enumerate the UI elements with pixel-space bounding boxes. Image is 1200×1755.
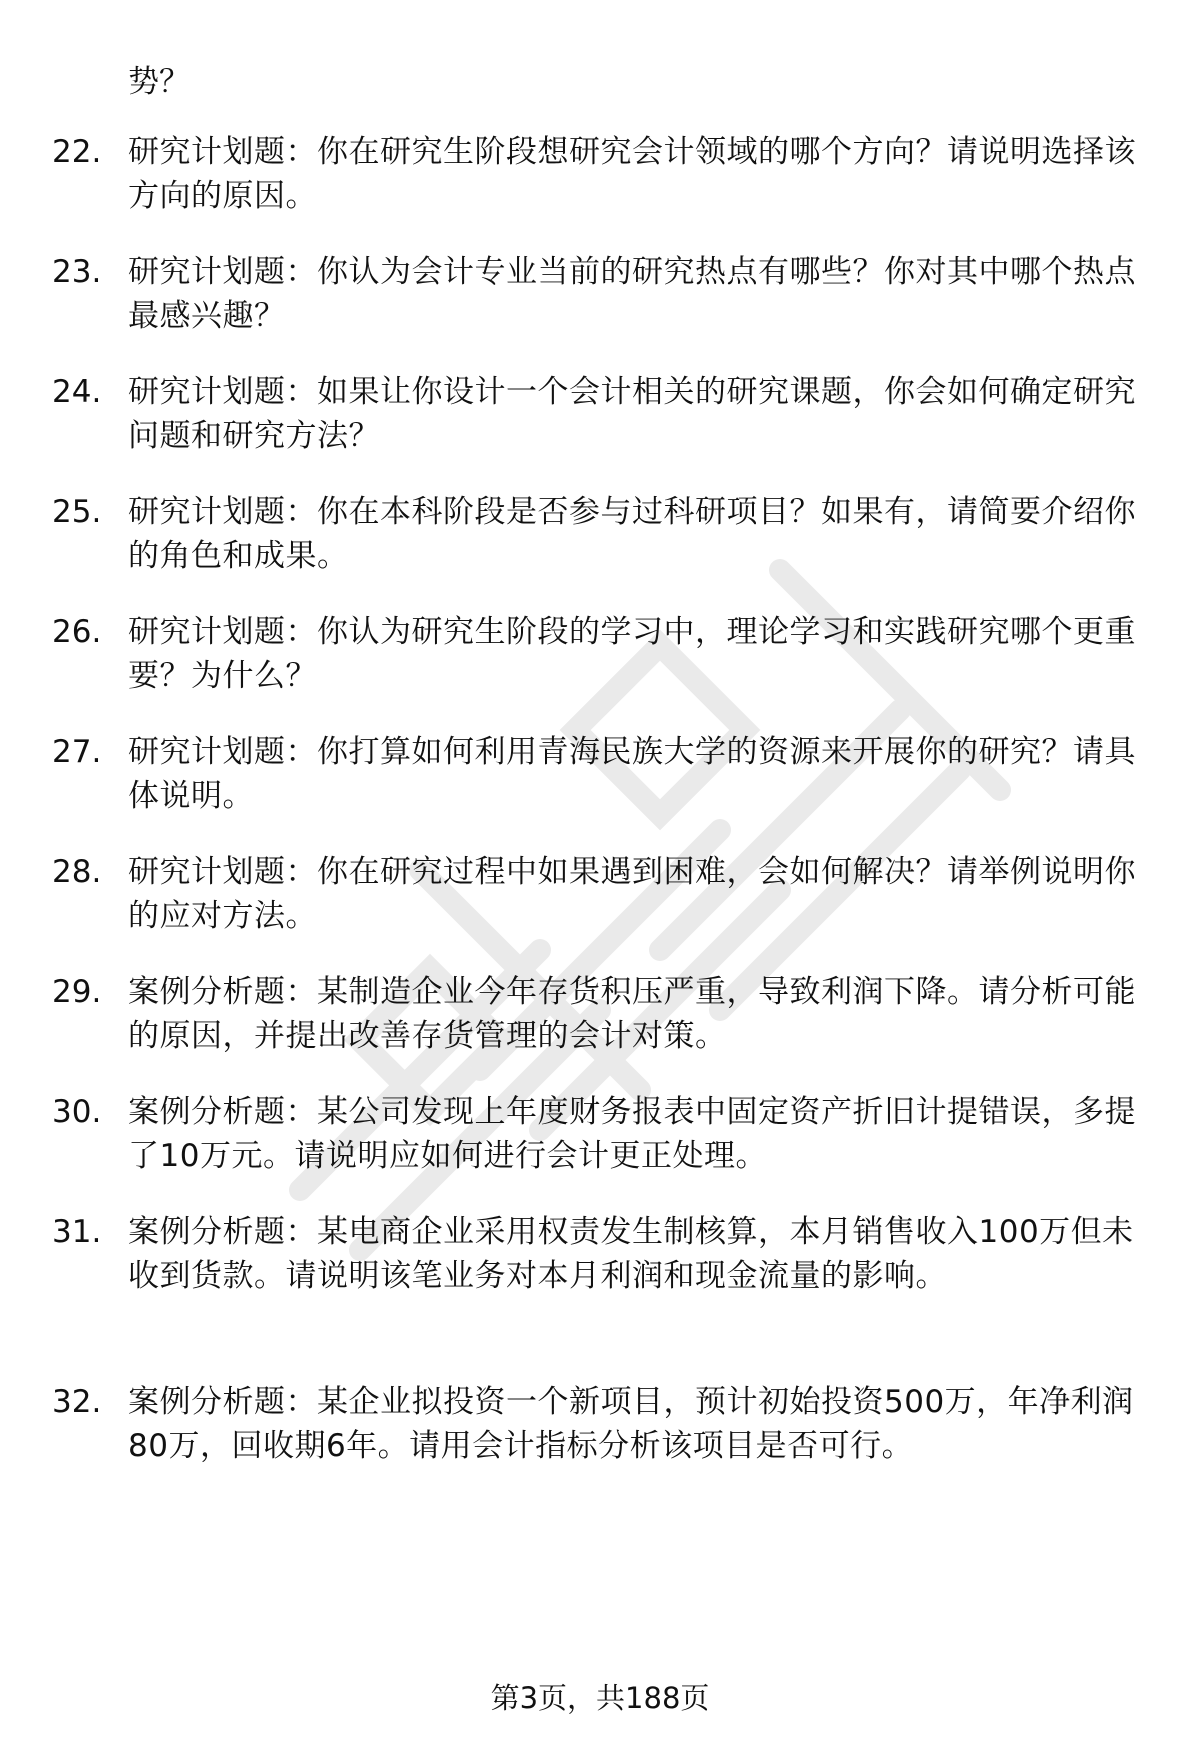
question-number: 24. — [52, 374, 102, 410]
question-text: 案例分析题：某电商企业采用权责发生制核算，本月销售收入100万但未收到货款。请说明该笔业务对本月利润和现金流量的影响。 — [128, 1214, 1134, 1294]
question-number: 30. — [52, 1094, 102, 1130]
question-number: 31. — [52, 1214, 102, 1250]
question-text: 案例分析题：某企业拟投资一个新项目，预计初始投资500万，年净利润80万，回收期6年。请用会计指标分析该项目是否可行。 — [128, 1384, 1134, 1464]
question-number: 26. — [52, 614, 102, 650]
question-number: 27. — [52, 734, 102, 770]
carry-over-text: 势？ — [128, 64, 190, 100]
question-text: 研究计划题：如果让你设计一个会计相关的研究课题，你会如何确定研究问题和研究方法？ — [128, 374, 1136, 454]
question-text: 案例分析题：某制造企业今年存货积压严重，导致利润下降。请分析可能的原因，并提出改善存货管理的会计对策。 — [128, 974, 1136, 1054]
question-text: 研究计划题：你认为会计专业当前的研究热点有哪些？你对其中哪个热点最感兴趣？ — [128, 254, 1136, 334]
question-number: 29. — [52, 974, 102, 1010]
question-text: 研究计划题：你认为研究生阶段的学习中，理论学习和实践研究哪个更重要？为什么？ — [128, 614, 1136, 694]
question-text: 案例分析题：某公司发现上年度财务报表中固定资产折旧计提错误，多提了10万元。请说明应如何进行会计更正处理。 — [128, 1094, 1136, 1174]
question-text: 研究计划题：你在本科阶段是否参与过科研项目？如果有，请简要介绍你的角色和成果。 — [128, 494, 1136, 574]
question-text: 研究计划题：你在研究过程中如果遇到困难，会如何解决？请举例说明你的应对方法。 — [128, 854, 1136, 934]
page-footer: 第3页，共188页 — [490, 1681, 710, 1715]
question-number: 25. — [52, 494, 102, 530]
question-number: 32. — [52, 1384, 102, 1420]
question-text: 研究计划题：你打算如何利用青海民族大学的资源来开展你的研究？请具体说明。 — [128, 734, 1136, 814]
question-number: 23. — [52, 254, 102, 290]
question-number: 22. — [52, 134, 102, 170]
question-text: 研究计划题：你在研究生阶段想研究会计领域的哪个方向？请说明选择该方向的原因。 — [128, 134, 1136, 214]
question-number: 28. — [52, 854, 102, 890]
